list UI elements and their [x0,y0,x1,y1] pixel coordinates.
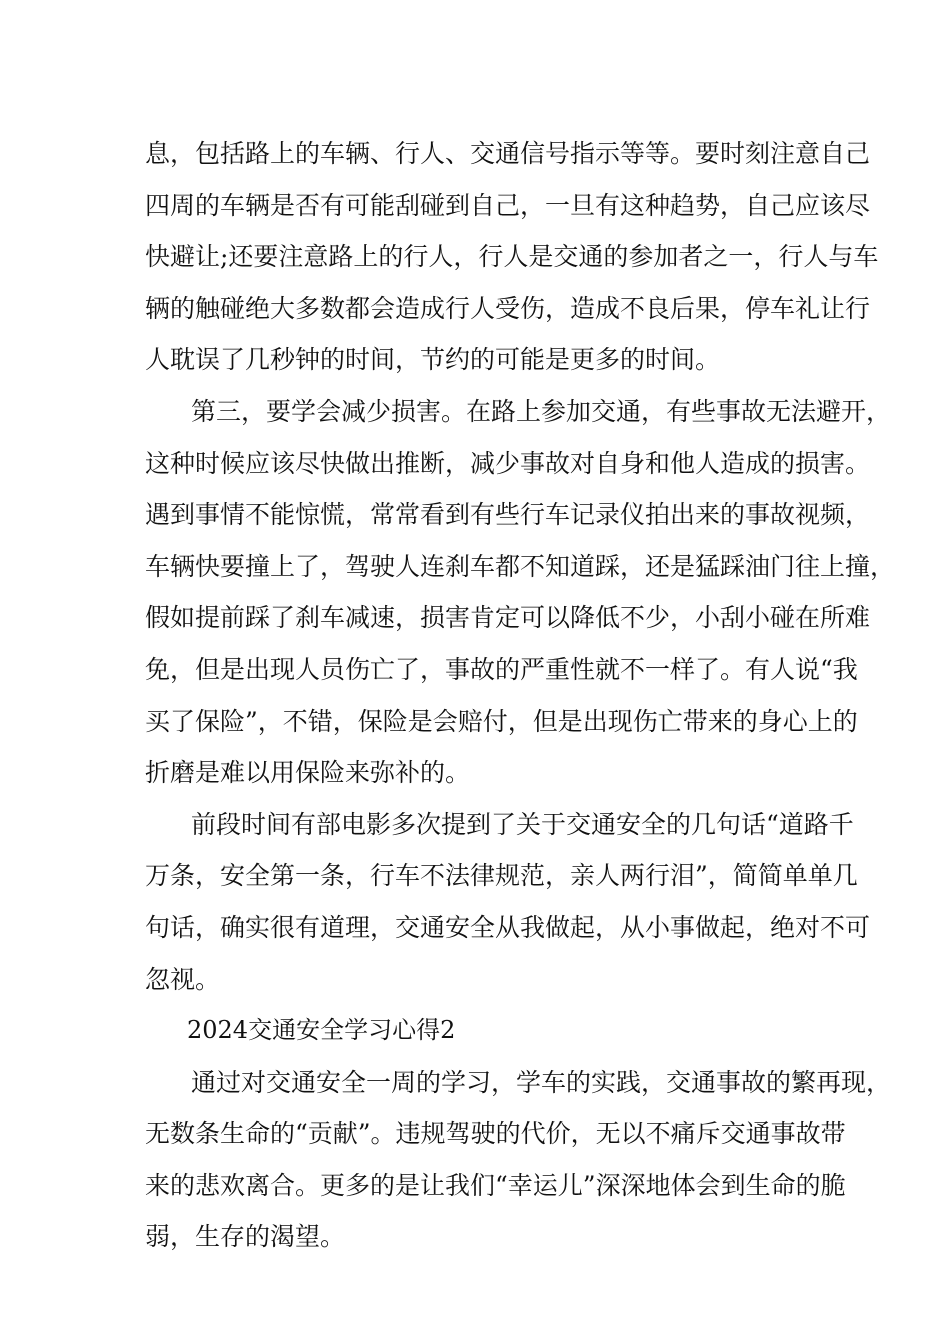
text-line: 人耽误了几秒钟的时间，节约的可能是更多的时间。 [145,345,721,375]
text-line: 买了保险”，不错，保险是会赔付，但是出现伤亡带来的身心上的 [145,706,858,736]
text-line: 四周的车辆是否有可能刮碰到自己，一旦有这种趋势，自己应该尽 [145,190,871,220]
text-line: 折磨是难以用保险来弥补的。 [145,758,471,788]
section-heading: 2024交通安全学习心得2 [187,1016,456,1045]
text-line: 息，包括路上的车辆、行人、交通信号指示等等。要时刻注意自己 [145,139,871,168]
text-line: 句话，确实很有道理，交通安全从我做起，从小事做起，绝对不可 [145,912,871,942]
text-line: 忽视。 [145,964,221,994]
text-line: 来的悲欢离合。更多的是让我们“幸运儿”深深地体会到生命的脆 [145,1170,846,1200]
text-line: 辆的触碰绝大多数都会造成行人受伤，造成不良后果，停车礼让行 [145,293,871,323]
text-line: 遇到事情不能惊慌，常常看到有些行车记录仪拍出来的事故视频， [145,500,871,530]
text-line: 万条，安全第一条，行车不法律规范，亲人两行泪”，简简单单几 [145,861,858,891]
text-line: 这种时候应该尽快做出推断，减少事故对自身和他人造成的损害。 [145,448,871,478]
text-line: 假如提前踩了刹车减速，损害肯定可以降低不少，小刮小碰在所难 [145,603,871,633]
text-line: 弱，生存的渴望。 [145,1222,346,1252]
text-line: 无数条生命的“贡献”。违规驾驶的代价，无以不痛斥交通事故带 [145,1119,846,1149]
paragraph-start-line: 前段时间有部电影多次提到了关于交通安全的几句话“道路千 [191,809,854,839]
text-line: 快避让;还要注意路上的行人，行人是交通的参加者之一，行人与车 [145,242,879,272]
text-line: 车辆快要撞上了，驾驶人连刹车都不知道踩，还是猛踩油门往上撞， [145,551,896,581]
body-text [145,128,896,1263]
text-line: 免，但是出现人员伤亡了，事故的严重性就不一样了。有人说“我 [145,654,858,684]
paragraph-start-line: 通过对交通安全一周的学习，学车的实践，交通事故的繁再现， [191,1067,892,1097]
paragraph-start-line: 第三，要学会减少损害。在路上参加交通，有些事故无法避开， [191,396,892,426]
